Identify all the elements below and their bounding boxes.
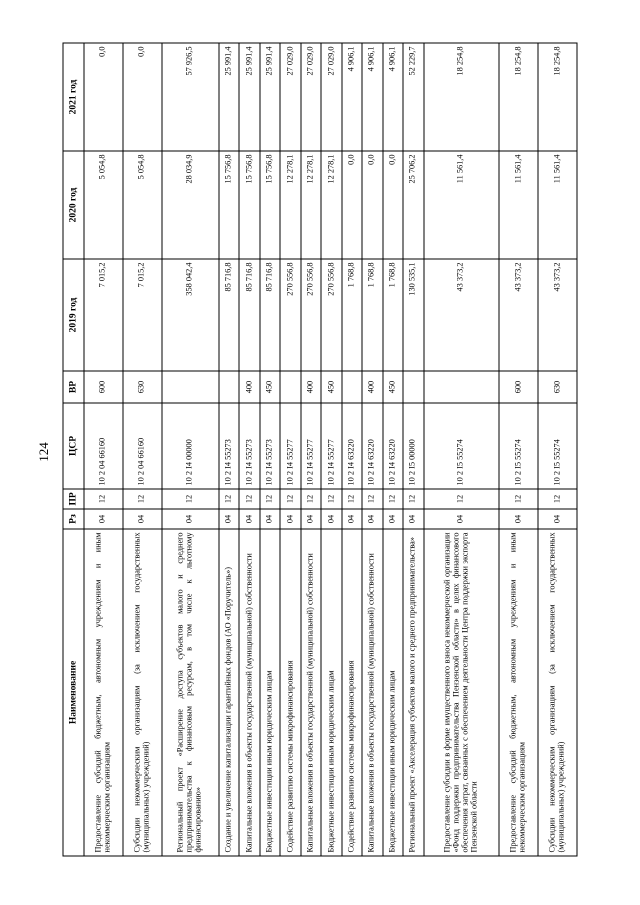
cell-2020: 0,0	[383, 151, 403, 259]
cell-name: Предоставление субсидий бюджетным, автономным учреждениям и иным некоммерческим организациям	[84, 529, 123, 856]
cell-2019: 43 373,2	[424, 259, 500, 371]
cell-2019: 43 373,2	[499, 259, 538, 371]
cell-name: Создание и увеличение капитализации гарантийных фондов (АО «Поручитель»)	[219, 529, 239, 856]
cell-2021: 4 906,1	[383, 43, 403, 151]
cell-rz: 04	[123, 509, 162, 529]
cell-rz: 04	[424, 509, 500, 529]
cell-name: Региональный проект «Акселерация субъектов малого и среднего предпринимательства»	[403, 529, 423, 856]
cell-pr: 12	[123, 489, 162, 509]
cell-pr: 12	[403, 489, 423, 509]
table-row	[123, 43, 162, 856]
cell-2020: 12 278,1	[321, 151, 341, 259]
cell-rz: 04	[321, 509, 341, 529]
cell-2021: 18 254,8	[424, 43, 500, 151]
cell-pr: 12	[280, 489, 300, 509]
cell-csr: 10 2 04 66160	[84, 403, 123, 489]
cell-name: Бюджетные инвестиции иным юридическим лицам	[321, 529, 341, 856]
table-row	[84, 43, 123, 856]
cell-pr: 12	[239, 489, 259, 509]
cell-vr: 400	[239, 371, 259, 403]
cell-2021: 25 991,4	[239, 43, 259, 151]
header-name: Наименование	[63, 529, 84, 856]
cell-name: Бюджетные инвестиции иным юридическим лицам	[260, 529, 280, 856]
cell-name: Субсидии некоммерческим организациям (за исключением государственных (муниципальных) учреждений)	[538, 529, 577, 856]
header-vr: ВР	[63, 371, 84, 403]
cell-2019: 270 556,8	[280, 259, 300, 371]
cell-2020: 15 756,8	[260, 151, 280, 259]
table-row	[239, 43, 259, 856]
cell-rz: 04	[162, 509, 219, 529]
cell-csr: 10 2 I4 55273	[239, 403, 259, 489]
cell-vr: 450	[383, 371, 403, 403]
cell-csr: 10 2 I4 55273	[260, 403, 280, 489]
cell-csr: 10 2 I4 55277	[280, 403, 300, 489]
cell-vr	[280, 371, 300, 403]
cell-csr: 10 2 I4 55277	[301, 403, 321, 489]
cell-vr	[162, 371, 219, 403]
cell-csr: 10 2 I4 63220	[342, 403, 362, 489]
cell-rz: 04	[499, 509, 538, 529]
table-row	[280, 43, 300, 856]
cell-2019: 7 015,2	[123, 259, 162, 371]
cell-csr: 10 2 I4 63220	[383, 403, 403, 489]
cell-2019: 85 716,8	[239, 259, 259, 371]
table-row	[219, 43, 239, 856]
cell-2019: 270 556,8	[321, 259, 341, 371]
cell-pr: 12	[342, 489, 362, 509]
cell-pr: 12	[219, 489, 239, 509]
cell-2021: 18 254,8	[538, 43, 577, 151]
cell-vr: 600	[84, 371, 123, 403]
cell-2020: 11 561,4	[538, 151, 577, 259]
cell-csr: 10 2 I5 55274	[499, 403, 538, 489]
cell-2019: 43 373,2	[538, 259, 577, 371]
cell-2020: 12 278,1	[280, 151, 300, 259]
cell-2019: 1 768,8	[342, 259, 362, 371]
cell-rz: 04	[383, 509, 403, 529]
cell-name: Субсидии некоммерческим организациям (за исключением государственных (муниципальных) учреждений)	[123, 529, 162, 856]
cell-2021: 27 029,0	[321, 43, 341, 151]
cell-2021: 18 254,8	[499, 43, 538, 151]
cell-2021: 57 926,5	[162, 43, 219, 151]
cell-2020: 28 034,9	[162, 151, 219, 259]
table-header-row	[63, 43, 84, 856]
cell-csr: 10 2 I5 55274	[424, 403, 500, 489]
cell-rz: 04	[260, 509, 280, 529]
cell-csr: 10 2 I4 55273	[219, 403, 239, 489]
cell-2019: 130 535,1	[403, 259, 423, 371]
table-row	[342, 43, 362, 856]
table-row	[424, 43, 500, 856]
cell-rz: 04	[280, 509, 300, 529]
cell-2021: 4 906,1	[362, 43, 382, 151]
cell-rz: 04	[342, 509, 362, 529]
cell-name: Предоставление субсидий бюджетным, автономным учреждениям и иным некоммерческим организациям	[499, 529, 538, 856]
table-row	[260, 43, 280, 856]
cell-2021: 0,0	[84, 43, 123, 151]
table-row	[538, 43, 577, 856]
budget-table	[63, 43, 578, 857]
cell-name: Предоставление субсидии в форме имущественного взноса некоммерческой организации «Фонд поддержки предпринимательства Пензенской области» в целях финансового обеспечения затрат, связанных с обеспечением деятельности Центра поддержки экспорта Пензенской области	[424, 529, 500, 856]
cell-name: Капитальные вложения в объекты государственной (муниципальной) собственности	[239, 529, 259, 856]
cell-2020: 15 756,8	[239, 151, 259, 259]
table-row	[403, 43, 423, 856]
cell-2019: 358 042,4	[162, 259, 219, 371]
header-2020: 2020 год	[63, 151, 84, 259]
table-row	[321, 43, 341, 856]
cell-2021: 0,0	[123, 43, 162, 151]
cell-pr: 12	[424, 489, 500, 509]
cell-2020: 12 278,1	[301, 151, 321, 259]
cell-rz: 04	[362, 509, 382, 529]
cell-2020: 5 054,8	[84, 151, 123, 259]
cell-vr: 630	[123, 371, 162, 403]
cell-2020: 0,0	[342, 151, 362, 259]
table-row	[362, 43, 382, 856]
cell-2019: 1 768,8	[362, 259, 382, 371]
cell-csr: 10 2 04 66160	[123, 403, 162, 489]
cell-rz: 04	[219, 509, 239, 529]
cell-vr: 450	[321, 371, 341, 403]
cell-vr: 600	[499, 371, 538, 403]
cell-2020: 0,0	[362, 151, 382, 259]
cell-2021: 27 029,0	[280, 43, 300, 151]
cell-2021: 4 906,1	[342, 43, 362, 151]
cell-csr: 10 2 I5 00000	[403, 403, 423, 489]
table-row	[499, 43, 538, 856]
header-pr: ПР	[63, 489, 84, 509]
header-2021: 2021 год	[63, 43, 84, 151]
cell-2020: 25 706,2	[403, 151, 423, 259]
cell-name: Бюджетные инвестиции иным юридическим лицам	[383, 529, 403, 856]
cell-pr: 12	[84, 489, 123, 509]
cell-vr: 400	[301, 371, 321, 403]
cell-name: Капитальные вложения в объекты государственной (муниципальной) собственности	[301, 529, 321, 856]
cell-pr: 12	[383, 489, 403, 509]
cell-pr: 12	[260, 489, 280, 509]
cell-name: Капитальные вложения в объекты государственной (муниципальной) собственности	[362, 529, 382, 856]
cell-rz: 04	[403, 509, 423, 529]
table-row	[162, 43, 219, 856]
cell-vr	[342, 371, 362, 403]
cell-vr	[403, 371, 423, 403]
cell-2020: 5 054,8	[123, 151, 162, 259]
cell-vr: 450	[260, 371, 280, 403]
page-number: 124	[36, 442, 51, 462]
cell-2020: 11 561,4	[424, 151, 500, 259]
cell-2019: 1 768,8	[383, 259, 403, 371]
cell-name: Региональный проект «Расширение доступа субъектов малого и среднего предпринимательства к финансовым ресурсам, в том числе к льготному финансированию»	[162, 529, 219, 856]
cell-rz: 04	[239, 509, 259, 529]
cell-rz: 04	[84, 509, 123, 529]
cell-2021: 25 991,4	[260, 43, 280, 151]
rotated-table-container	[63, 44, 578, 857]
cell-pr: 12	[321, 489, 341, 509]
cell-vr	[219, 371, 239, 403]
cell-rz: 04	[538, 509, 577, 529]
cell-pr: 12	[301, 489, 321, 509]
cell-pr: 12	[162, 489, 219, 509]
cell-pr: 12	[538, 489, 577, 509]
cell-2021: 52 229,7	[403, 43, 423, 151]
cell-vr	[424, 371, 500, 403]
cell-2020: 15 756,8	[219, 151, 239, 259]
cell-pr: 12	[499, 489, 538, 509]
cell-2019: 85 716,8	[260, 259, 280, 371]
table-row	[383, 43, 403, 856]
cell-2019: 270 556,8	[301, 259, 321, 371]
header-2019: 2019 год	[63, 259, 84, 371]
header-csr: ЦСР	[63, 403, 84, 489]
cell-2019: 85 716,8	[219, 259, 239, 371]
cell-csr: 10 2 I4 00000	[162, 403, 219, 489]
cell-csr: 10 2 I5 55274	[538, 403, 577, 489]
header-rz: Рз	[63, 509, 84, 529]
cell-vr: 630	[538, 371, 577, 403]
cell-2020: 11 561,4	[499, 151, 538, 259]
cell-2021: 25 991,4	[219, 43, 239, 151]
cell-2019: 7 015,2	[84, 259, 123, 371]
cell-2021: 27 029,0	[301, 43, 321, 151]
cell-csr: 10 2 I4 55277	[321, 403, 341, 489]
cell-csr: 10 2 I4 63220	[362, 403, 382, 489]
cell-vr: 400	[362, 371, 382, 403]
cell-name: Содействие развитию системы микрофинансирования	[342, 529, 362, 856]
cell-pr: 12	[362, 489, 382, 509]
cell-rz: 04	[301, 509, 321, 529]
table-row	[301, 43, 321, 856]
cell-name: Содействие развитию системы микрофинансирования	[280, 529, 300, 856]
